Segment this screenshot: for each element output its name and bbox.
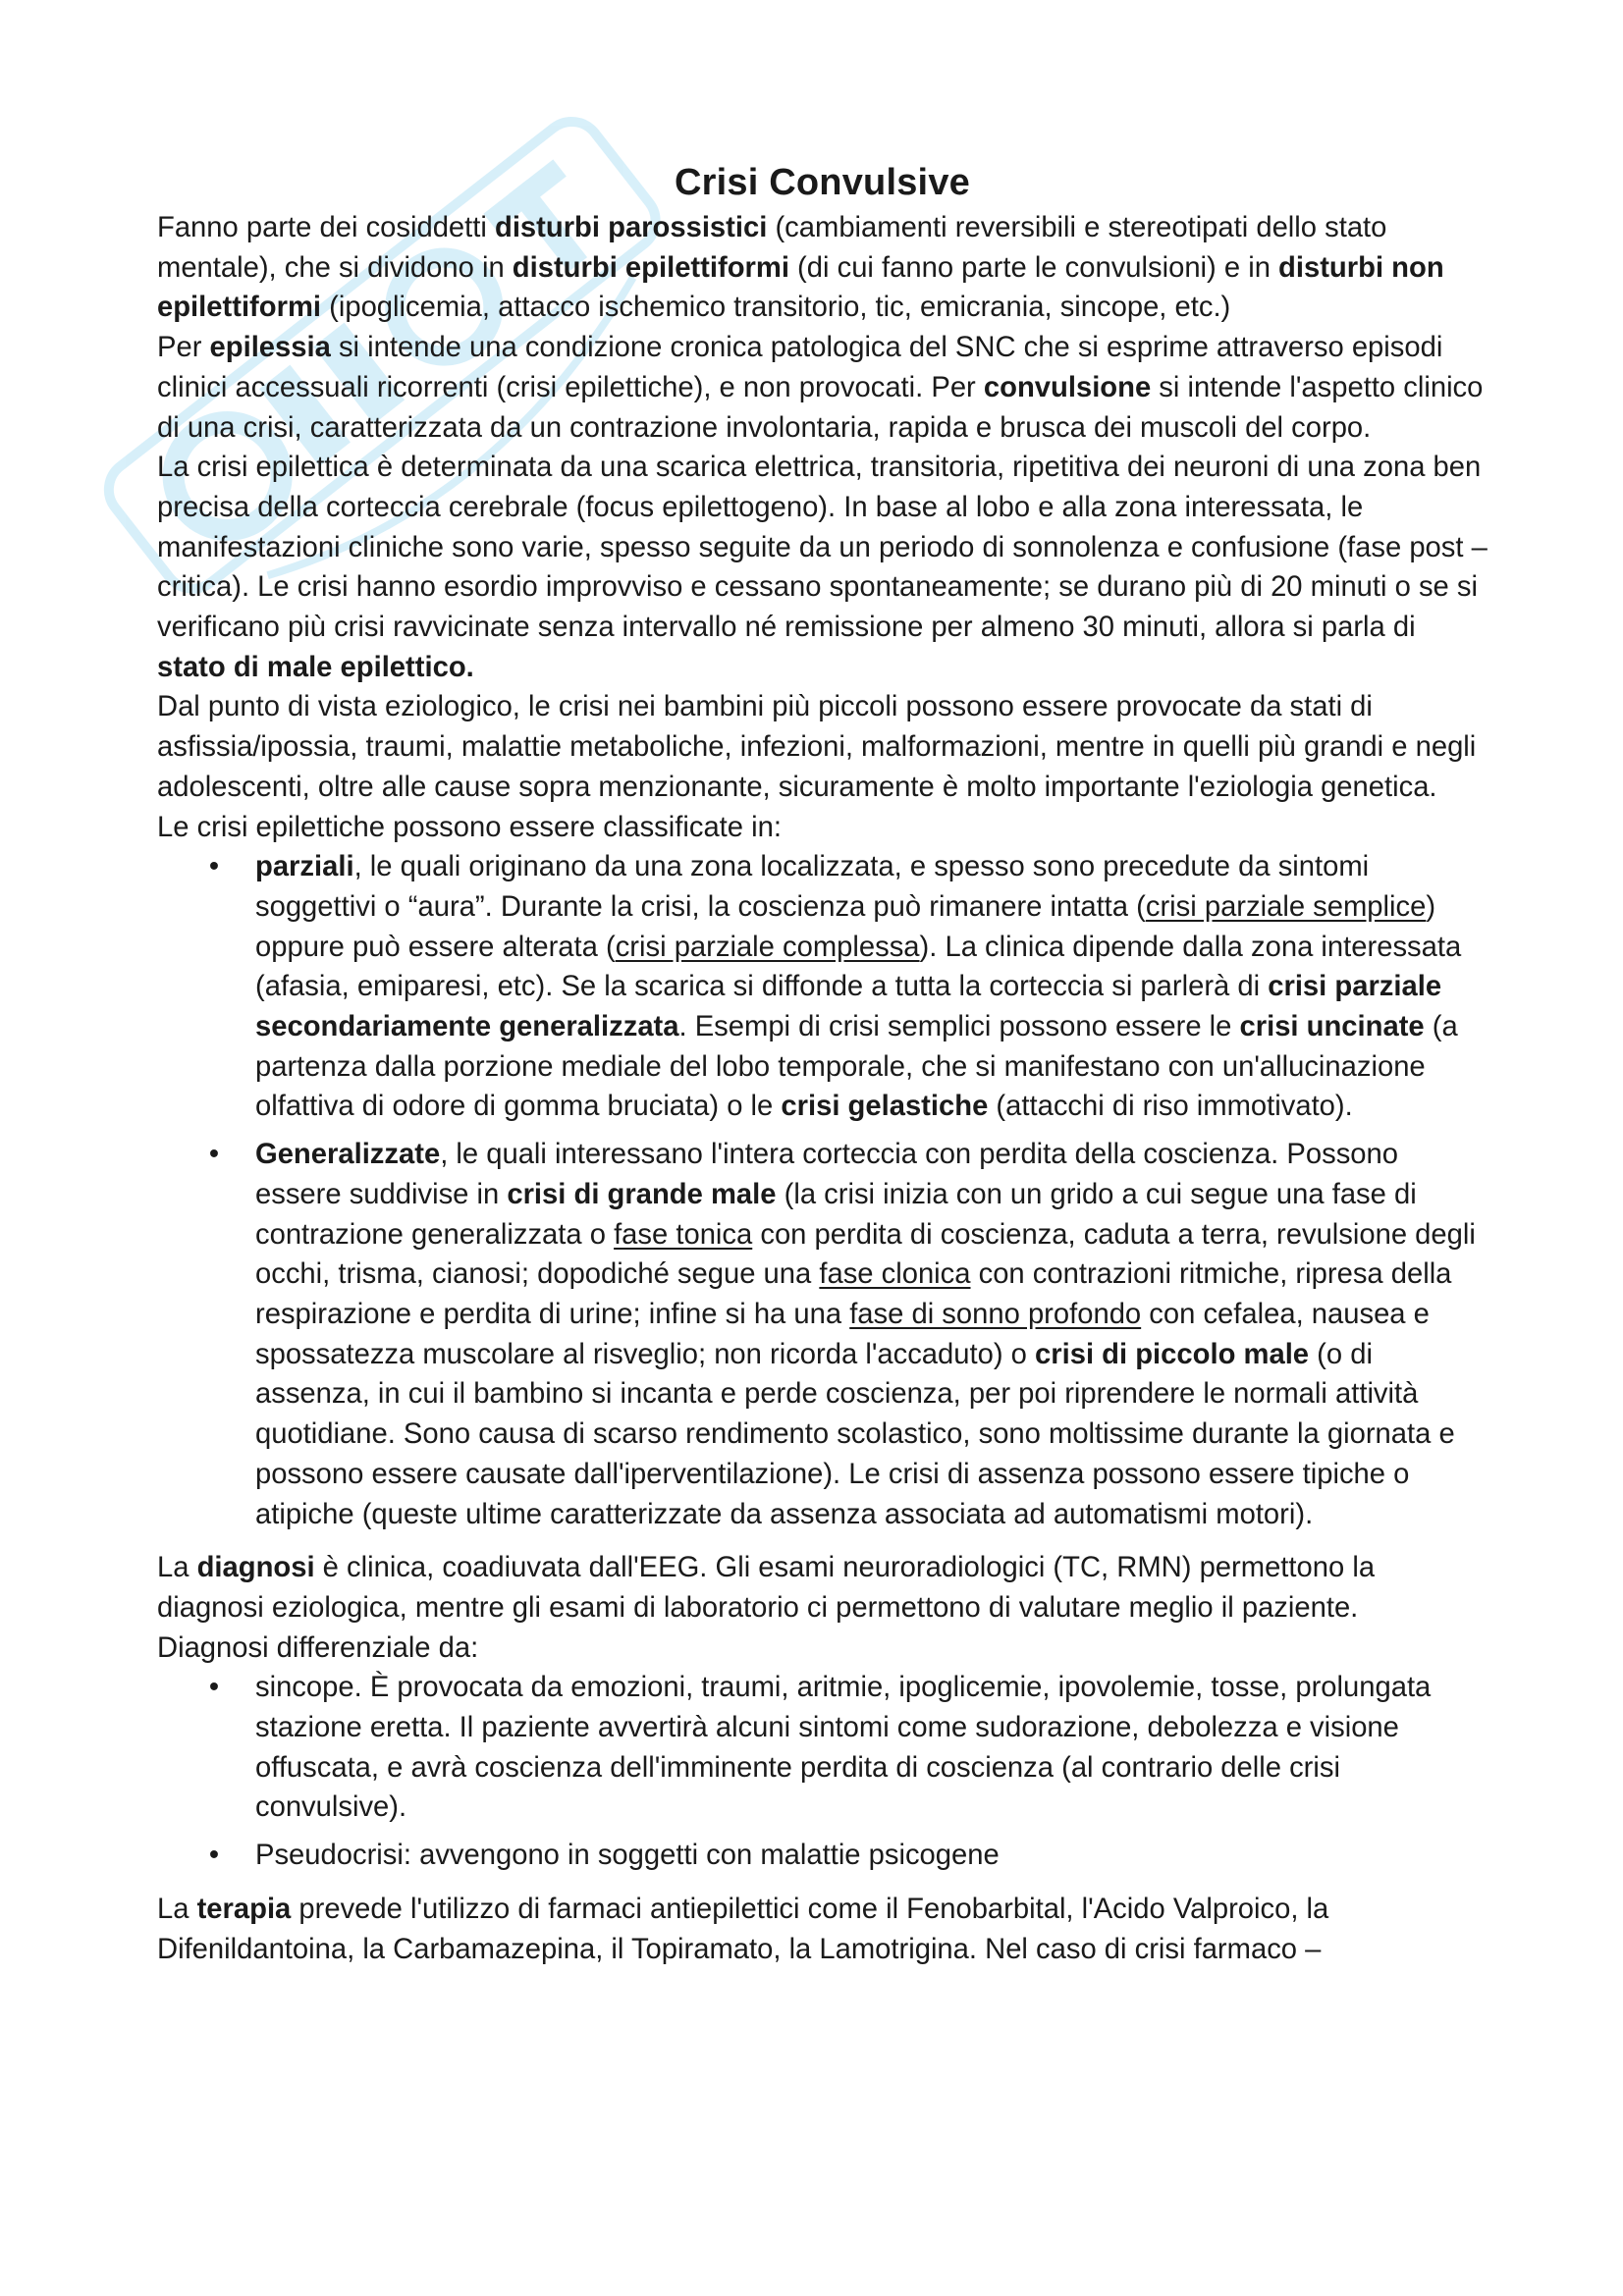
classification-list [157, 847, 1488, 1534]
document-page [157, 157, 1488, 1969]
list-item-generalizzate: • Generalizzate, le quali interessano l'intera corteccia con perdita della coscienza. Possono essere suddivise in crisi di grande male (la crisi inizia con un grido a cui segue una fase di contrazione generalizzata o fase tonica con perdita di coscienza, caduta a terra, revulsione degli occhi, trisma, cianosi; dopodiché segue una fase clonica con contrazioni ritmiche, ripresa della respirazione e perdita di urine; infine si ha una fase di sonno profondo con cefalea, nausea e spossatezza muscolare al risveglio; non ricorda l'accaduto) o crisi di piccolo male (o di assenza, in cui il bambino si incanta e perde coscienza, per poi riprendere le normali attività quotidiane. Sono causa di scarso rendimento scolastico, sono moltissime durante la giornata e possono essere causate dall'iperventilazione). Le crisi di assenza possono essere tipiche o atipiche (queste ultime caratterizzate da assenza associata ad automatismi motori). [157, 1135, 1488, 1534]
paragraph-epilessia: Per epilessia si intende una condizione cronica patologica del SNC che si esprime attraverso episodi clinici accessuali ricorrenti (crisi epilettiche), e non provocati. Per convulsione si intende l'aspetto clinico di una crisi, caratterizzata da un contrazione involontaria, rapida e brusca dei muscoli del corpo. [157, 332, 1484, 444]
bullet-icon: • [208, 851, 220, 883]
paragraph-diagnosi: La diagnosi è clinica, coadiuvata dall'EEG. Gli esami neuroradiologici (TC, RMN) permettono la diagnosi eziologica, mentre gli esami di laboratorio ci permettono di valutare meglio il paziente. [157, 1552, 1376, 1624]
paragraph-diagnosi-differenziale: Diagnosi differenziale da: [157, 1631, 479, 1664]
paragraph-disturbi-parossistici: Fanno parte dei cosiddetti disturbi parossistici (cambiamenti reversibili e stereotipati dello stato mentale), che si dividono in disturbi epilettiformi (di cui fanno parte le convulsioni) e in disturbi non epilettiformi (ipoglicemia, attacco ischemico transitorio, tic, emicrania, sincope, etc.) [157, 212, 1444, 324]
paragraph-terapia: La terapia prevede l'utilizzo di farmaci antiepilettici come il Fenobarbital, l'Acido Valproico, la Difenildantoina, la Carbamazepina, il Topiramato, la Lamotrigina. Nel caso di crisi farmaco – [157, 1893, 1329, 1965]
bullet-icon: • [208, 1139, 220, 1171]
differential-list [157, 1668, 1488, 1876]
bullet-icon: • [208, 1672, 220, 1704]
list-item-pseudocrisi: • Pseudocrisi: avvengono in soggetti con malattie psicogene [157, 1836, 1488, 1876]
list-item-sincope: • sincope. È provocata da emozioni, traumi, aritmie, ipoglicemie, ipovolemie, tosse, prolungata stazione eretta. Il paziente avvertirà alcuni sintomi come sudorazione, debolezza e visione offuscata, e avrà coscienza dell'imminente perdita di coscienza (al contrario delle crisi convulsive). [157, 1668, 1488, 1828]
document-title: Crisi Convulsive [675, 162, 970, 203]
list-item-parziali: • parziali, le quali originano da una zona localizzata, e spesso sono precedute da sintomi soggettivi o “aura”. Durante la crisi, la coscienza può rimanere intatta (crisi parziale semplice) oppure può essere alterata (crisi parziale complessa). La clinica dipende dalla zona interessata (afasia, emiparesi, etc). Se la scarica si diffonde a tutta la corteccia si parlerà di crisi parziale secondariamente generalizzata. Esempi di crisi semplici possono essere le crisi uncinate (a partenza dalla porzione mediale del lobo temporale, che si manifestano con un'allucinazione olfattiva di odore di gomma bruciata) o le crisi gelastiche (attacchi di riso immotivato). [157, 847, 1488, 1127]
bullet-icon: • [208, 1840, 220, 1872]
paragraph-eziologia: Dal punto di vista eziologico, le crisi nei bambini più piccoli possono essere provocate da stati di asfissia/ipossia, traumi, malattie metaboliche, infezioni, malformazioni, mentre in quelli più grandi e negli adolescenti, oltre alle cause sopra menzionante, sicuramente è molto importante l'eziologia genetica. [157, 691, 1477, 803]
paragraph-classificazione: Le crisi epilettiche possono essere classificate in: [157, 811, 782, 843]
paragraph-crisi-epilettica: La crisi epilettica è determinata da una scarica elettrica, transitoria, ripetitiva dei neuroni di una zona ben precisa della corteccia cerebrale (focus epilettogeno). In base al lobo e alla zona interessata, le manifestazioni cliniche sono varie, spesso seguite da un periodo di sonnolenza e confusione (fase post – critica). Le crisi hanno esordio improvviso e cessano spontaneamente; se durano più di 20 minuti o se si verificano più crisi ravvicinate senza intervallo né remissione per almeno 30 minuti, allora si parla di stato di male epilettico. [157, 452, 1488, 683]
